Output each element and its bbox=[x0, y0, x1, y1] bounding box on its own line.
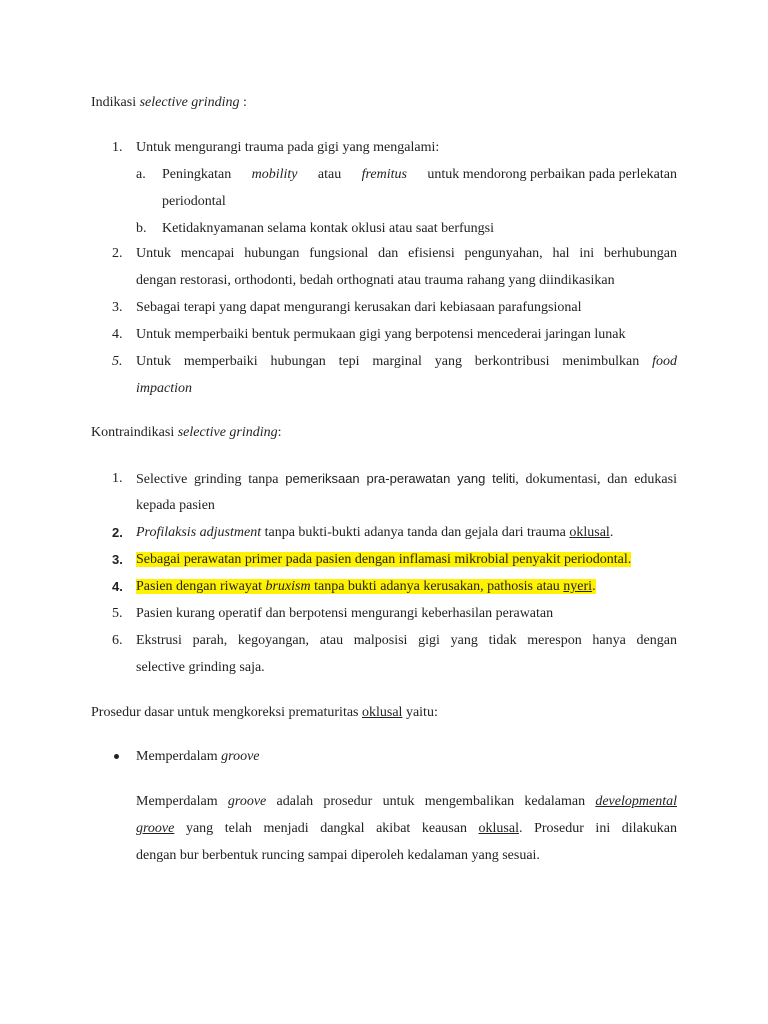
paragraph-line: dengan bur berbentuk runcing sampai diperoleh kedalaman yang sesuai. bbox=[136, 848, 540, 863]
indikasi-heading: Indikasi selective grinding : bbox=[91, 95, 247, 110]
list-number: 3. bbox=[112, 552, 123, 567]
list-number: 5. bbox=[112, 606, 123, 621]
list-number: 5. bbox=[112, 354, 123, 369]
sublist-letter: b. bbox=[136, 221, 147, 236]
sublist-item-cont: periodontal bbox=[162, 194, 226, 209]
sublist-item: Ketidaknyamanan selama kontak oklusi atau saat berfungsi bbox=[162, 221, 495, 236]
prosedur-heading: Prosedur dasar untuk mengkoreksi prematuritas oklusal yaitu: bbox=[91, 705, 438, 720]
list-item-cont: impaction bbox=[136, 381, 192, 396]
sublist-letter: a. bbox=[136, 167, 146, 182]
bullet-item: Memperdalam groove bbox=[136, 749, 260, 764]
list-number: 6. bbox=[112, 633, 123, 648]
list-item: Profilaksis adjustment tanpa bukti-bukti adanya tanda dan gejala dari trauma oklusal. bbox=[136, 525, 614, 540]
list-number: 4. bbox=[112, 579, 123, 594]
paragraph-line: Memperdalam groove adalah prosedur untuk mengembalikan kedalaman developmental bbox=[136, 794, 677, 809]
paragraph-line: groove yang telah menjadi dangkal akibat keausan oklusal. Prosedur ini dilakukan bbox=[136, 821, 677, 836]
list-item-highlighted: Sebagai perawatan primer pada pasien dengan inflamasi mikrobial penyakit periodontal. bbox=[136, 552, 632, 567]
list-number: 4. bbox=[112, 327, 123, 342]
list-item-cont: kepada pasien bbox=[136, 498, 215, 513]
list-item-cont: selective grinding saja. bbox=[136, 660, 265, 675]
bullet-icon bbox=[114, 754, 119, 759]
list-number: 2. bbox=[112, 246, 123, 261]
kontraindikasi-heading: Kontraindikasi selective grinding: bbox=[91, 425, 282, 440]
list-item-highlighted: Pasien dengan riwayat bruxism tanpa bukti adanya kerusakan, pathosis atau nyeri. bbox=[136, 579, 596, 594]
list-item: Untuk mengurangi trauma pada gigi yang mengalami: bbox=[136, 140, 440, 155]
list-number: 1. bbox=[112, 140, 123, 155]
list-number: 1. bbox=[112, 471, 123, 486]
list-item: Untuk memperbaiki hubungan tepi marginal yang berkontribusi menimbulkan food bbox=[136, 354, 677, 369]
list-item: Ekstrusi parah, kegoyangan, atau malposisi gigi yang tidak merespon hanya dengan bbox=[136, 633, 677, 648]
list-item: Sebagai terapi yang dapat mengurangi kerusakan dari kebiasaan parafungsional bbox=[136, 300, 582, 315]
list-item: Pasien kurang operatif dan berpotensi mengurangi keberhasilan perawatan bbox=[136, 606, 554, 621]
list-item-cont: dengan restorasi, orthodonti, bedah orthognati atau trauma rahang yang diindikasikan bbox=[136, 273, 615, 288]
list-item: Selective grinding tanpa pemeriksaan pra-perawatan yang teliti, dokumentasi, dan edukasi bbox=[136, 471, 677, 487]
list-number: 3. bbox=[112, 300, 123, 315]
sublist-item: Peningkatan mobility atau fremitus untuk mendorong perbaikan pada perlekatan bbox=[162, 167, 677, 182]
list-item: Untuk mencapai hubungan fungsional dan efisiensi pengunyahan, hal ini berhubungan bbox=[136, 246, 677, 261]
list-number: 2. bbox=[112, 525, 123, 540]
list-item: Untuk memperbaiki bentuk permukaan gigi yang berpotensi mencederai jaringan lunak bbox=[136, 327, 626, 342]
